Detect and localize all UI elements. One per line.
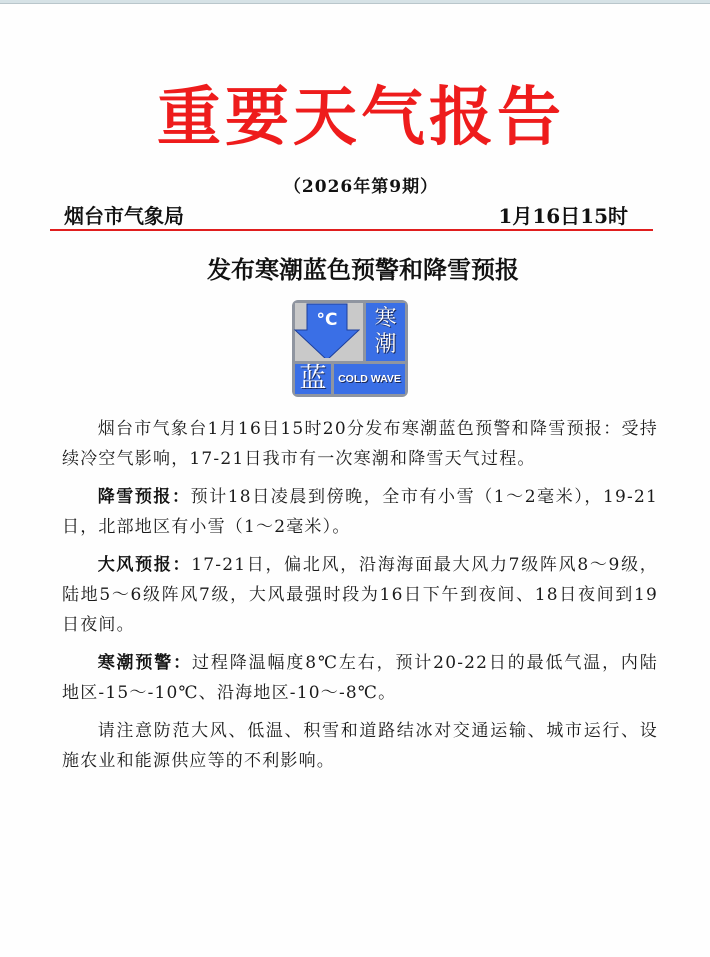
paragraph-text: 请注意防范大风、低温、积雪和道路结冰对交通运输、城市运行、设施农业和能源供应等的不利影响。 [62, 721, 658, 771]
paragraph-text: 预计18日凌晨到傍晚，全市有小雪（1～2毫米），19-21日，北部地区有小雪（1～2毫米）。 [62, 487, 658, 537]
celsius-glyph: °C [316, 310, 338, 330]
paragraph-label: 寒潮预警： [97, 653, 193, 673]
issue-time: 1月16日15时 [498, 204, 628, 228]
report-header-row [52, 201, 652, 229]
signal-level: 蓝 [295, 364, 331, 394]
signal-title-text: 寒潮 [374, 306, 397, 357]
signal-title [366, 303, 405, 361]
report-masthead: 重要天气报告 [157, 80, 565, 155]
report-body [62, 414, 658, 784]
paragraph-text: 烟台市气象台1月16日15时20分发布寒潮蓝色预警和降雪预报：受持续冷空气影响，17-21日我市有一次寒潮和降雪天气过程。 [62, 419, 658, 469]
signal-english-label: COLD WAVE [334, 364, 405, 394]
paragraph-label: 大风预报： [97, 555, 192, 575]
issuing-agency: 烟台市气象局 [64, 204, 184, 228]
cold-wave-blue-signal-icon [292, 300, 408, 397]
paragraph-intro [62, 414, 658, 474]
paragraph-wind-forecast [62, 550, 658, 640]
paragraph-text: 17-21日，偏北风，沿海海面最大风力7级阵风8～9级，陆地5～6级阵风7级，大风最强时段为16日下午到夜间、18日夜间到19日夜间。 [62, 555, 658, 635]
paragraph-advisory [62, 716, 658, 776]
paragraph-label: 降雪预报： [97, 487, 191, 507]
report-headline: 发布寒潮蓝色预警和降雪预报 [207, 256, 519, 284]
down-arrow-icon [292, 300, 360, 358]
top-edge-bar [0, 0, 710, 4]
issue-number: （2026年第9期） [283, 177, 439, 197]
paragraph-text: 过程降温幅度8℃左右，预计20-22日的最低气温，内陆地区-15～-10℃、沿海地区-10～-8℃。 [62, 653, 659, 703]
paragraph-cold-wave-warning [62, 648, 658, 708]
header-divider [50, 229, 653, 231]
paragraph-snow-forecast [62, 482, 658, 542]
